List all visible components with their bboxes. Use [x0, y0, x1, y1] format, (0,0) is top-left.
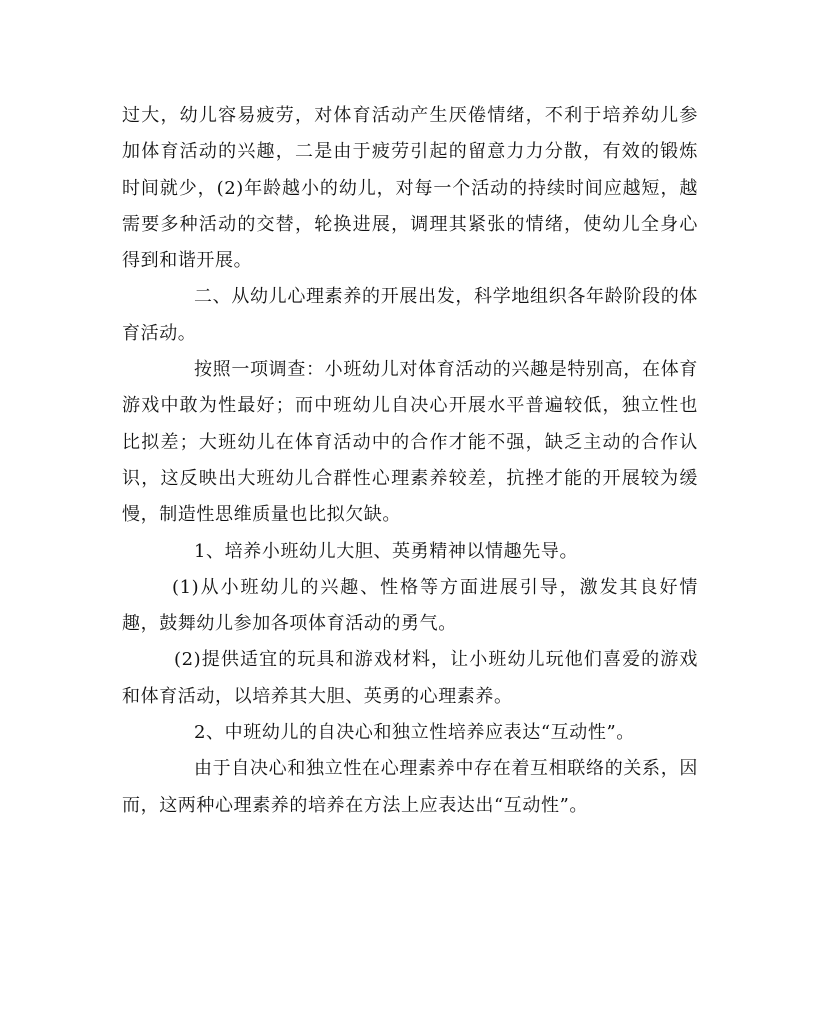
paragraph-continuation: 过大，幼儿容易疲劳，对体育活动产生厌倦情绪，不利于培养幼儿参加体育活动的兴趣，二是由于疲劳引起的留意力力分散，有效的锻炼时间就少，(2)年龄越小的幼儿，对每一个活动的持续时间应越短，越需要多种活动的交替，轮换进展，调理其紧张的情绪，使幼儿全身心得到和谐开展。 — [122, 105, 698, 272]
section-heading-two: 二、从幼儿心理素养的开展出发，科学地组织各年龄阶段的体育活动。 — [122, 286, 698, 344]
paragraph-survey: 按照一项调查：小班幼儿对体育活动的兴趣是特别高，在体育游戏中敢为性最好；而中班幼儿自决心开展水平普遍较低，独立性也比拟差；大班幼儿在体育活动中的合作才能不强，缺乏主动的合作认识，这反映出大班幼儿合群性心理素养较差，抗挫才能的开展较为缓慢，制造性思维质量也比拟欠缺。 — [122, 359, 698, 526]
paragraph-item-2: (2)提供适宜的玩具和游戏材料，让小班幼儿玩他们喜爱的游戏和体育活动，以培养其大胆、英勇的心理素养。 — [122, 649, 698, 707]
paragraph-item-1: (1)从小班幼儿的兴趣、性格等方面进展引导，激发其良好情趣，鼓舞幼儿参加各项体育活动的勇气。 — [122, 576, 698, 635]
paragraph-interaction: 由于自决心和独立性在心理素养中存在着互相联络的关系，因而，这两种心理素养的培养在方法上应表达出“互动性”。 — [122, 758, 698, 816]
document-body — [122, 98, 698, 824]
subheading-middle-class: 2、中班幼儿的自决心和独立性培养应表达“互动性”。 — [194, 722, 635, 744]
subheading-small-class: 1、培养小班幼儿大胆、英勇精神以情趣先导。 — [194, 540, 579, 562]
